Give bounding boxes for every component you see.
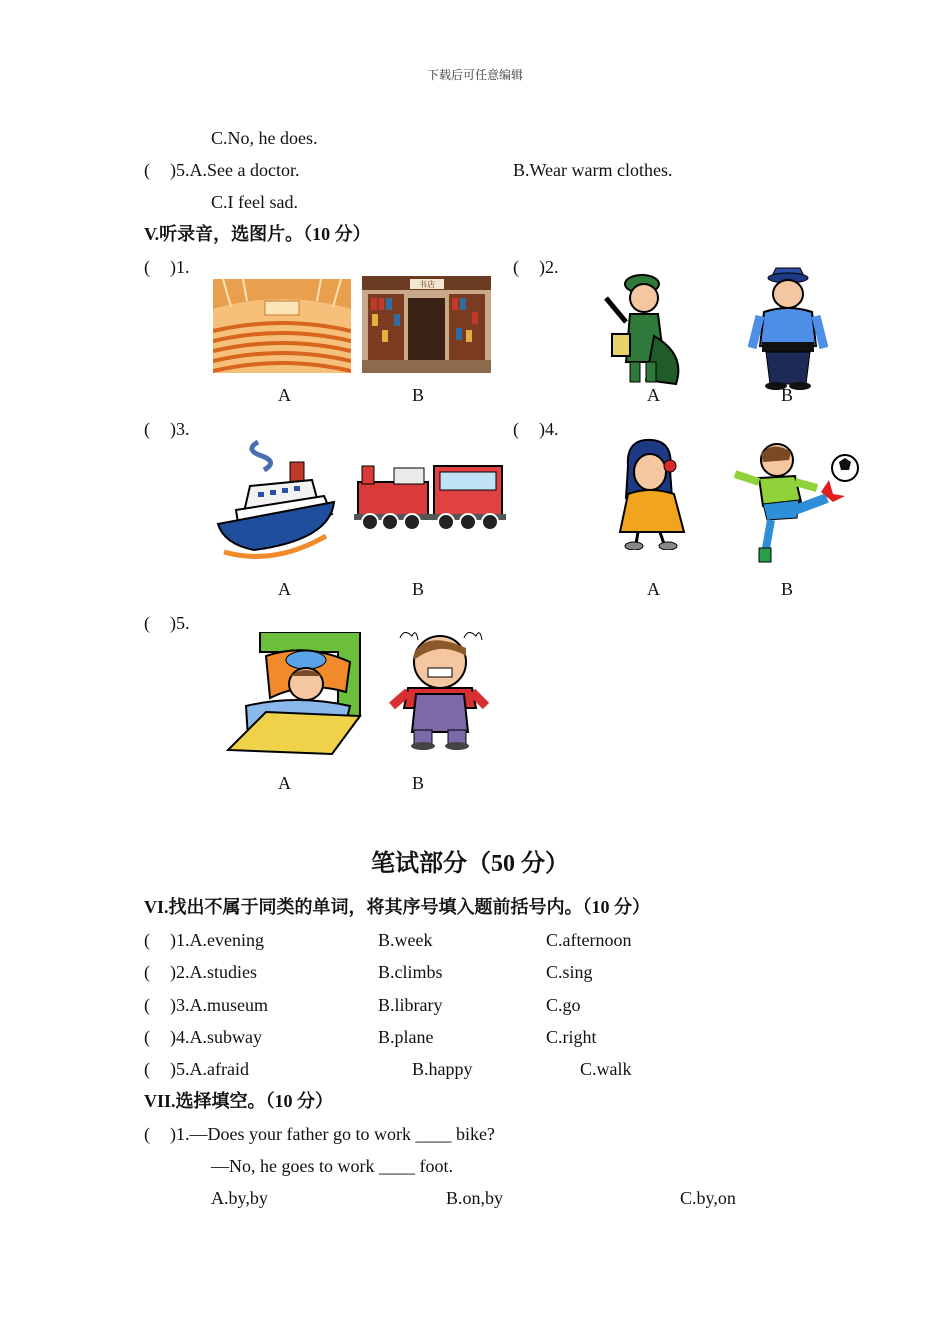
boy-kicking-ball-picture [733,440,859,566]
question-option-c: C.afternoon [546,930,632,950]
question-option-a: )1.A.evening [170,930,264,950]
choice-b: B.on,by [446,1188,504,1208]
choice-c: C.by,on [680,1188,736,1208]
q5-option-a: )5.A.See a doctor. [170,160,300,180]
answer-paren: ( [513,419,519,439]
question-option-c: C.sing [546,962,593,982]
section-5-heading: V.听录音，选图片。（10 分） [144,224,371,244]
question-text: )1.—Does your father go to work ____ bike? [170,1124,495,1144]
option-label-a: A [278,579,291,599]
answer-paren: ( [144,419,150,439]
item-number: )3. [170,419,190,439]
option-label-a: A [278,385,291,405]
question-option-c: C.walk [580,1059,632,1079]
answer-paren: ( [144,257,150,277]
question-response: —No, he goes to work ____ foot. [211,1156,453,1176]
option-label-b: B [781,579,794,599]
answer-paren: ( [144,1124,150,1144]
answer-paren: ( [144,962,150,982]
q5-option-b: B.Wear warm clothes. [513,160,673,180]
question-option-c: C.right [546,1027,597,1047]
section-7-heading: VII.选择填空。（10 分） [144,1091,334,1111]
q5-option-c: C.I feel sad. [211,192,298,212]
answer-paren: ( [513,257,519,277]
question-option-a: )5.A.afraid [170,1059,249,1079]
page-header: 下载后可任意编辑 [426,68,523,82]
written-part-title: 笔试部分（50 分） [371,851,569,877]
answer-paren: ( [144,930,150,950]
answer-paren: ( [144,1027,150,1047]
question-option-a: )2.A.studies [170,962,257,982]
option-label-b: B [412,773,425,793]
question-option-b: B.happy [412,1059,473,1079]
angry-boy-picture [386,624,492,752]
question-option-b: B.week [378,930,433,950]
item-number: )5. [170,613,190,633]
bookstore-picture [362,276,491,373]
question-option-a: )4.A.subway [170,1027,262,1047]
question-option-b: B.climbs [378,962,443,982]
policeman-picture [748,266,828,390]
question-option-a: )3.A.museum [170,995,268,1015]
answer-paren: ( [144,613,150,633]
q4-option-c: C.No, he does. [211,128,318,148]
question-option-c: C.go [546,995,581,1015]
question-option-b: B.library [378,995,443,1015]
item-number: )1. [170,257,190,277]
option-label-a: A [278,773,291,793]
answer-paren: ( [144,1059,150,1079]
postman-picture [598,262,690,388]
option-label-b: B [781,385,794,405]
option-label-a: A [647,385,660,405]
item-number: )2. [539,257,559,277]
sick-boy-in-bed-picture [226,632,364,756]
train-picture [354,458,506,534]
question-option-b: B.plane [378,1027,434,1047]
option-label-a: A [647,579,660,599]
auditorium-picture [213,279,351,373]
option-label-b: B [412,385,425,405]
answer-paren: ( [144,995,150,1015]
item-number: )4. [539,419,559,439]
choice-a: A.by,by [211,1188,268,1208]
bookstore-sign: 书店 [419,280,435,289]
section-6-heading: VI.找出不属于同类的单词，将其序号填入题前括号内。（10 分） [144,897,651,917]
girl-eating-picture [608,436,696,550]
answer-paren: ( [144,160,150,180]
option-label-b: B [412,579,425,599]
ship-picture [214,440,336,570]
